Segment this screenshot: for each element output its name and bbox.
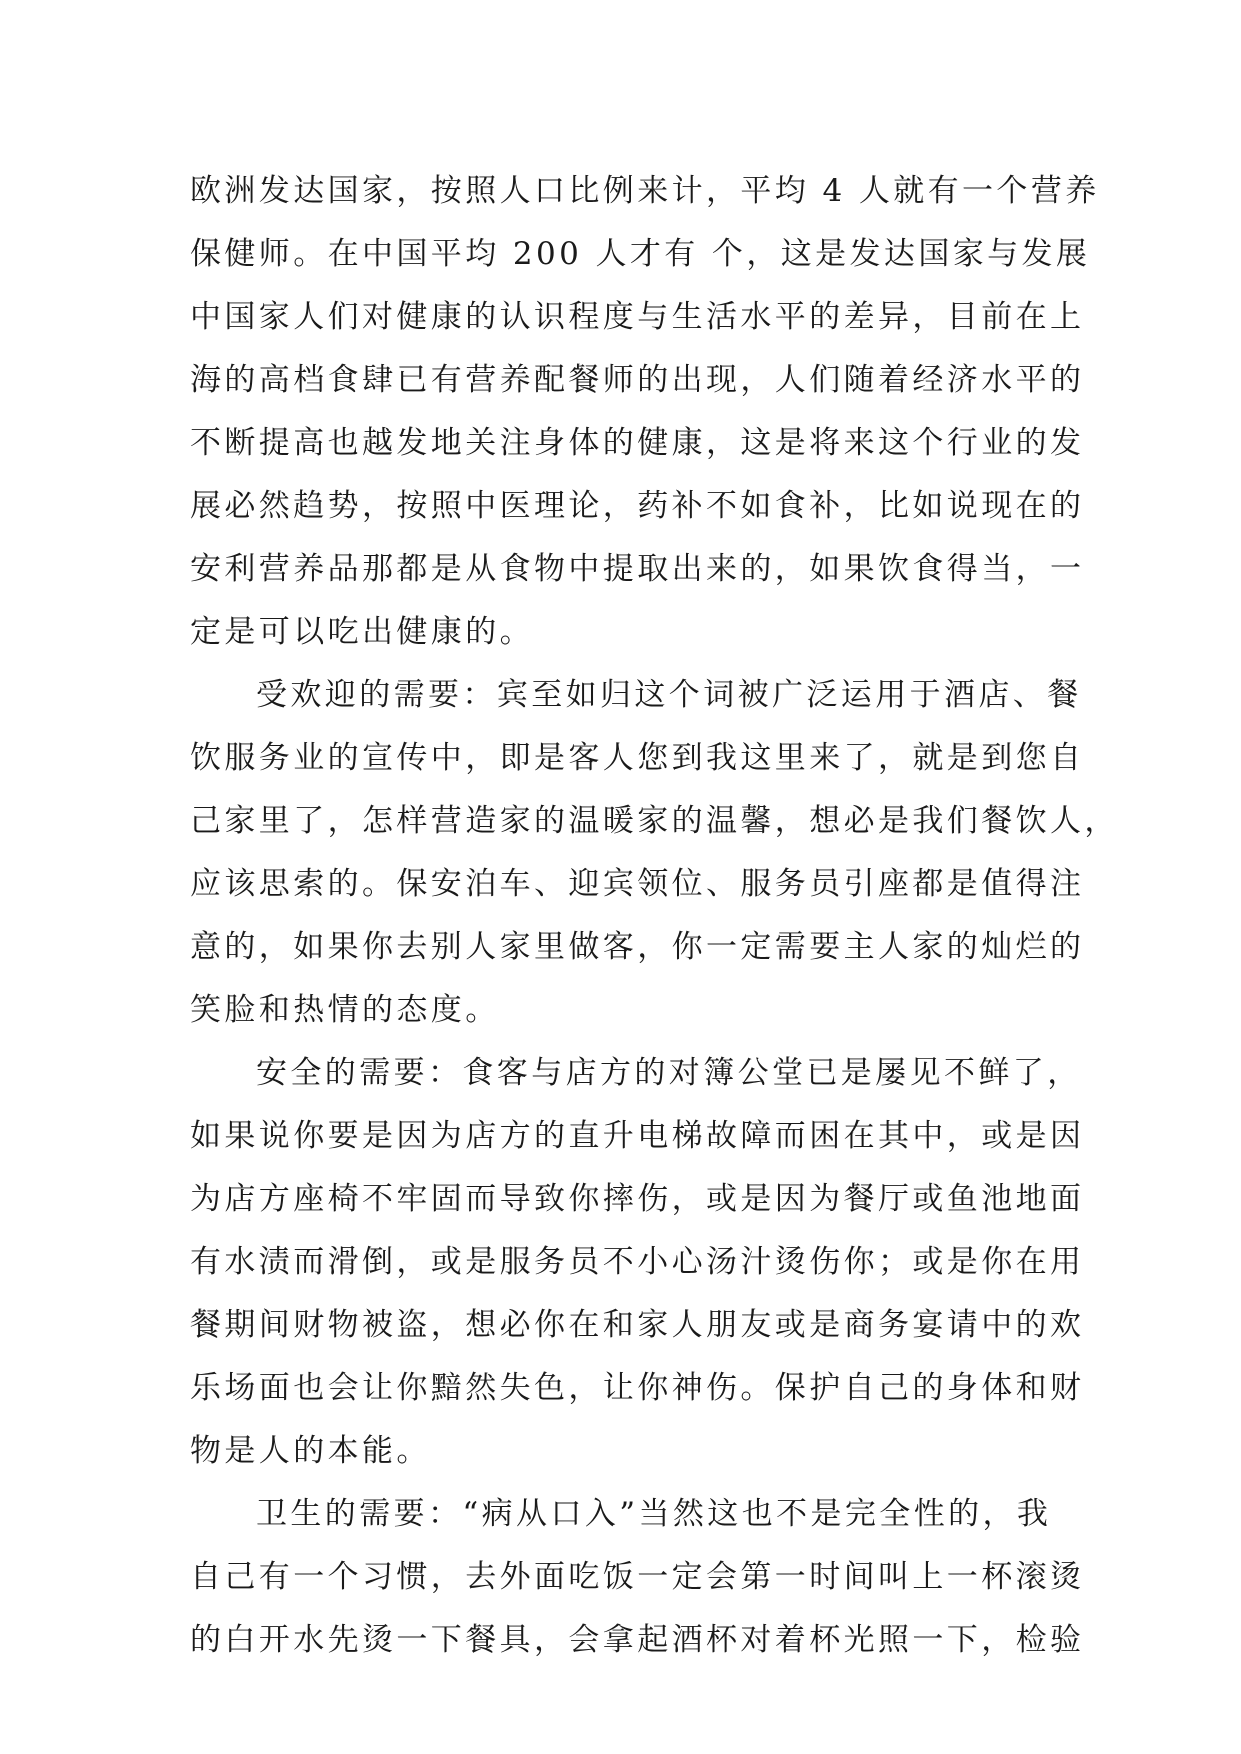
text-line: 应该思索的。保安泊车、迎宾领位、服务员引座都是值得注 (190, 866, 1085, 902)
text-line: 饮服务业的宣传中，即是客人您到我这里来了，就是到您自 (190, 740, 1085, 776)
text-line: 自己有一个习惯，去外面吃饭一定会第一时间叫上一杯滚烫 (190, 1559, 1085, 1595)
text-line: 受欢迎的需要：宾至如归这个词被广泛运用于酒店、餐 (256, 677, 1082, 713)
text-line: 的白开水先烫一下餐具，会拿起酒杯对着杯光照一下，检验 (190, 1622, 1085, 1658)
text-line: 展必然趋势，按照中医理论，药补不如食补，比如说现在的 (190, 488, 1085, 524)
text-line: 乐场面也会让你黯然失色，让你神伤。保护自己的身体和财 (190, 1370, 1085, 1406)
paragraph (190, 1042, 1085, 1483)
text-line: 物是人的本能。 (190, 1433, 431, 1469)
text-line: 意的，如果你去别人家里做客，你一定需要主人家的灿烂的 (190, 929, 1085, 965)
paragraph (190, 664, 1119, 1042)
text-line: 保健师。在中国平均 200 人才有 个，这是发达国家与发展 (190, 236, 1091, 272)
text-line: 中国家人们对健康的认识程度与生活水平的差异，目前在上 (190, 299, 1085, 335)
paragraph (190, 160, 1100, 664)
text-line: 有水渍而滑倒，或是服务员不小心汤汁烫伤你；或是你在用 (190, 1244, 1085, 1280)
text-line: 餐期间财物被盗，想必你在和家人朋友或是商务宴请中的欢 (190, 1307, 1085, 1343)
text-line: 海的高档食肆已有营养配餐师的出现，人们随着经济水平的 (190, 362, 1085, 398)
text-line: 为店方座椅不牢固而导致你摔伤，或是因为餐厅或鱼池地面 (190, 1181, 1085, 1217)
text-line: 不断提高也越发地关注身体的健康，这是将来这个行业的发 (190, 425, 1085, 461)
text-line: 定是可以吃出健康的。 (190, 614, 534, 650)
text-line: 己家里了，怎样营造家的温暖家的温馨，想必是我们餐饮人， (190, 803, 1119, 839)
text-line: 卫生的需要：“病从口入”当然这也不是完全性的，我 (256, 1496, 1052, 1532)
paragraph (190, 1483, 1085, 1672)
text-line: 安利营养品那都是从食物中提取出来的，如果饮食得当，一 (190, 551, 1085, 587)
document-body (190, 160, 1119, 1672)
text-line: 安全的需要：食客与店方的对簿公堂已是屡见不鲜了， (256, 1055, 1082, 1091)
text-line: 如果说你要是因为店方的直升电梯故障而困在其中，或是因 (190, 1118, 1085, 1154)
text-line: 欧洲发达国家，按照人口比例来计，平均 4 人就有一个营养 (190, 173, 1100, 209)
text-line: 笑脸和热情的态度。 (190, 992, 500, 1028)
